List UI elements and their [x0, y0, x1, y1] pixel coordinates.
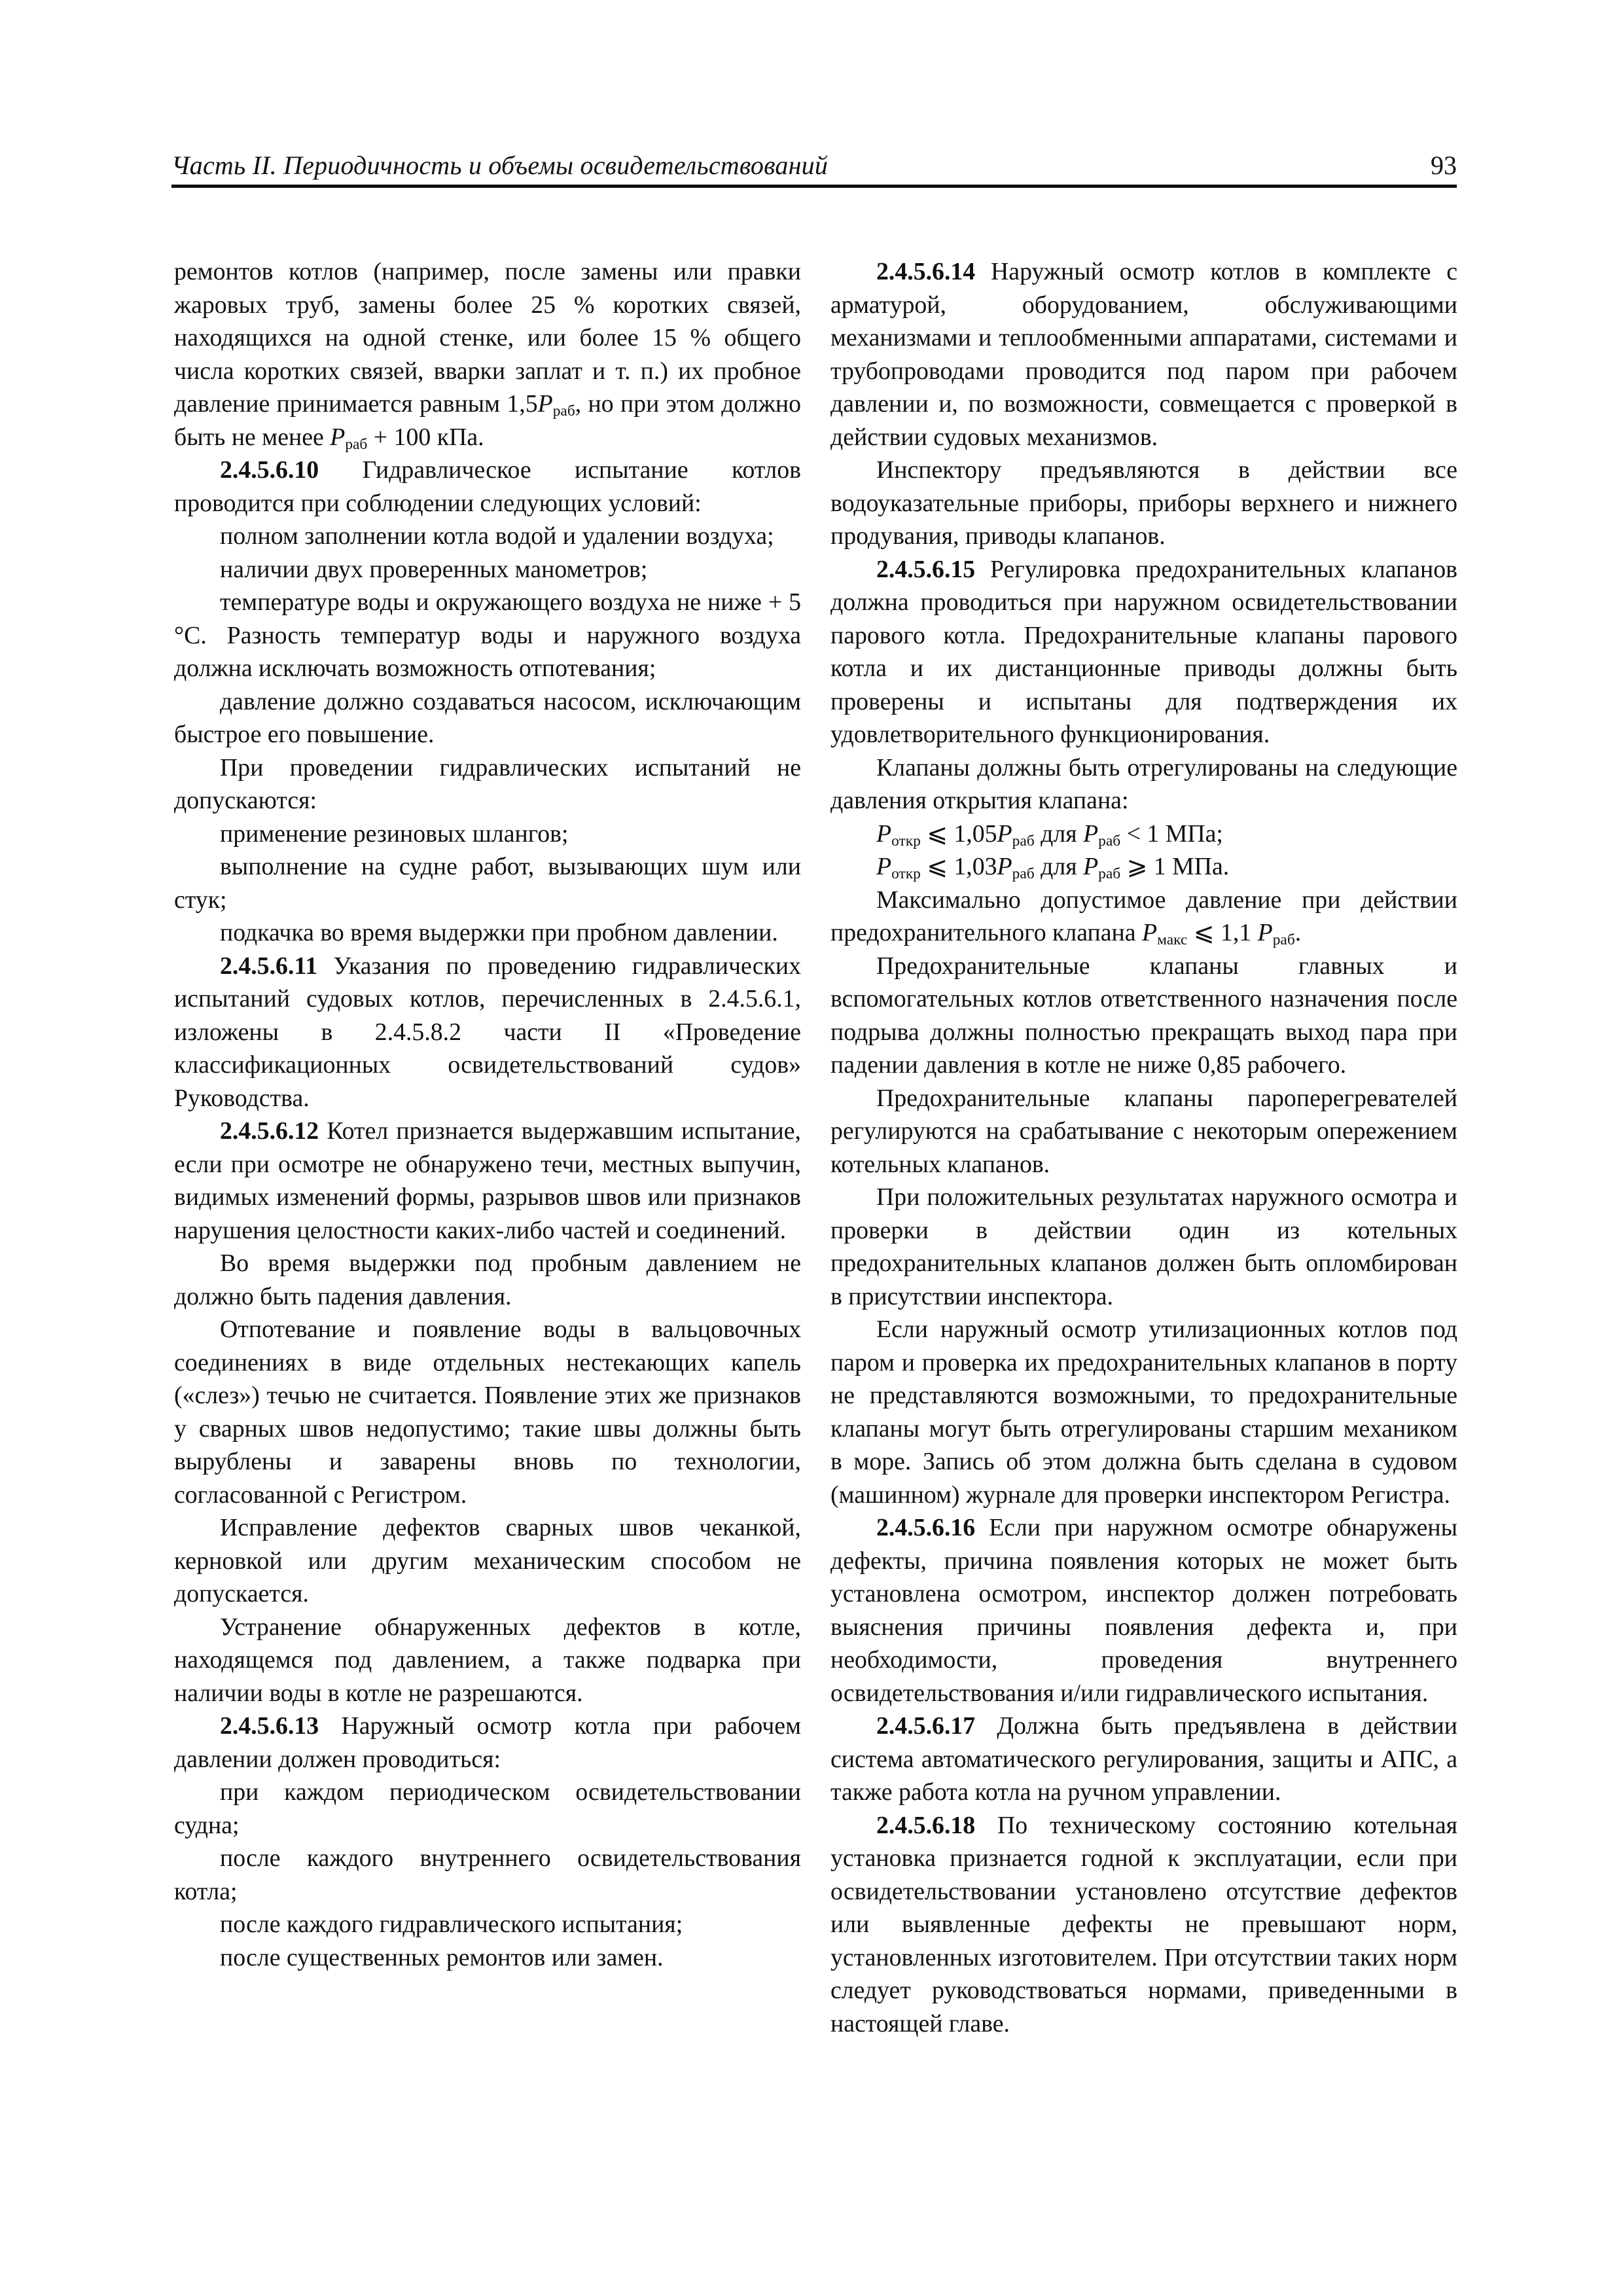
section-2-4-5-6-12: 2.4.5.6.12 Котел признается выдержавшим испытание, если при осмотре не обнаружено течи, местных выпучин, видимых изменений формы, разрывов швов или признаков нарушения целостности каких-либо частей и соединений.: [174, 1117, 801, 1244]
paragraph: При положительных результатах наружного осмотра и проверки в действии один из котельных предохранительных клапанов должен быть опломбирован в присутствии инспектора.: [830, 1183, 1457, 1310]
paragraph: Во время выдержки под пробным давлением не должно быть падения давления.: [174, 1249, 801, 1310]
paragraph: Предохранительные клапаны главных и вспомогательных котлов ответственного назначения после подрыва должны полностью прекращать выход пара при падении давления в котле не ниже 0,85 рабочего.: [830, 952, 1457, 1079]
prohibited-item: выполнение на судне работ, вызывающих шум или стук;: [174, 853, 801, 914]
section-2-4-5-6-15: 2.4.5.6.15 Регулировка предохранительных клапанов должна проводиться при наружном освидетельствовании парового котла. Предохранительные клапаны парового котла и их дистанционные приводы должны быть проверены и испытаны для подтверждения их удовлетворительного функционирования.: [830, 555, 1457, 748]
paragraph: Отпотевание и появление воды в вальцовочных соединениях в виде отдельных нестекающих капель («слез») течью не считается. Появление этих же признаков у сварных швов недопустимо; такие швы должны быть вырублены и заварены вновь по технологии, согласованной с Регистром.: [174, 1316, 801, 1509]
section-number: 2.4.5.6.12: [220, 1117, 319, 1145]
left-column: [174, 255, 801, 1974]
section-2-4-5-6-18: 2.4.5.6.18 По техническому состоянию котельная установка признается годной к эксплуатации, если при освидетельствовании установлено отсутствие дефектов или выявленные дефекты не превышают норм, установленных изготовителем. При отсутствии таких норм следует руководствоваться нормами, приведенными в настоящей главе.: [830, 1811, 1457, 2037]
paragraph: Инспектору предъявляются в действии все водоуказательные приборы, приборы верхнего и нижнего продувания, приводы клапанов.: [830, 456, 1457, 550]
section-number: 2.4.5.6.15: [876, 555, 976, 583]
section-number: 2.4.5.6.18: [876, 1811, 976, 1839]
formula-line-1: $P_{откр}$ ⩽ $1,05P_{раб}$ для $P_{раб} < 1$ МПа;: [876, 819, 1223, 850]
condition-item: наличии двух проверенных манометров;: [220, 555, 648, 583]
section-number: 2.4.5.6.10: [220, 456, 319, 484]
prohibited-item: применение резиновых шлангов;: [220, 819, 569, 848]
inspection-item: при каждом периодическом освидетельствовании судна;: [174, 1778, 801, 1839]
paragraph: Если наружный осмотр утилизационных котлов под паром и проверка их предохранительных клапанов в порту не представляются возможными, то предохранительные клапаны могут быть отрегулированы старшим механиком в море. Запись об этом должна быть сделана в судовом (машинном) журнале для проверки инспектором Регистра.: [830, 1316, 1457, 1509]
section-number: 2.4.5.6.17: [876, 1712, 976, 1740]
right-column: [830, 255, 1457, 2040]
section-number: 2.4.5.6.13: [220, 1712, 319, 1740]
condition-item: давление должно создаваться насосом, исключающим быстрое его повышение.: [174, 687, 801, 748]
paragraph-continuation: ремонтов котлов (например, после замены или правки жаровых труб, замены более 25 % коротких связей, находящихся на одной стенке, или более 15 % общего числа коротких связей, вварки заплат и т. п.) их пробное давление принимается равным $1,5P_{раб}$, но при этом должно быть не менее $P_{раб} + 100$ кПа.: [174, 258, 801, 453]
inspection-item: после каждого гидравлического испытания;: [220, 1910, 683, 1938]
section-2-4-5-6-11: 2.4.5.6.11 Указания по проведению гидравлических испытаний судовых котлов, перечисленных в 2.4.5.6.1, изложены в 2.4.5.8.2 части II «Проведение классификационных освидетельствований судов» Руководства.: [174, 952, 801, 1112]
paragraph: При проведении гидравлических испытаний не допускаются:: [174, 753, 801, 814]
section-2-4-5-6-13: 2.4.5.6.13 Наружный осмотр котла при рабочем давлении должен проводиться:: [174, 1712, 801, 1773]
section-number: 2.4.5.6.16: [876, 1514, 976, 1541]
prohibited-item: подкачка во время выдержки при пробном давлении.: [220, 919, 778, 946]
page-number: 93: [1431, 151, 1457, 180]
page-header: [171, 145, 1457, 188]
condition-item: температуре воды и окружающего воздуха не ниже + 5 °С. Разность температур воды и наружного воздуха должна исключать возможность отпотевания;: [174, 588, 801, 682]
inspection-item: после каждого внутреннего освидетельствования котла;: [174, 1844, 801, 1905]
paragraph: Устранение обнаруженных дефектов в котле, находящемся под давлением, а также подварка при наличии воды в котле не разрешаются.: [174, 1613, 801, 1707]
paragraph: Исправление дефектов сварных швов чеканкой, керновкой или другим механическим способом не допускается.: [174, 1514, 801, 1607]
section-2-4-5-6-10: 2.4.5.6.10 Гидравлическое испытание котлов проводится при соблюдении следующих условий:: [174, 456, 801, 517]
formula-line-2: $P_{откр}$ ⩽ $1,03P_{раб}$ для $P_{раб}$ ⩾ 1 МПа.: [876, 853, 1230, 882]
section-2-4-5-6-16: 2.4.5.6.16 Если при наружном осмотре обнаружены дефекты, причина появления которых не может быть установлена осмотром, инспектор должен потребовать выяснения причины появления дефекта и, при необходимости, проведения внутреннего освидетельствования и/или гидравлического испытания.: [830, 1514, 1457, 1707]
inspection-item: после существенных ремонтов или замен.: [220, 1943, 664, 1971]
running-title: Часть II. Периодичность и объемы освидетельствований: [171, 151, 829, 180]
section-2-4-5-6-17: 2.4.5.6.17 Должна быть предъявлена в действии система автоматического регулирования, защиты и АПС, а также работа котла на ручном управлении.: [830, 1712, 1457, 1806]
section-2-4-5-6-14: 2.4.5.6.14 Наружный осмотр котлов в комплекте с арматурой, оборудованием, обслуживающими механизмами и теплообменными аппаратами, системами и трубопроводами проводится под паром при рабочем давлении и, по возможности, совмещается с проверкой в действии судовых механизмов.: [830, 258, 1457, 451]
section-number: 2.4.5.6.14: [876, 258, 976, 285]
paragraph: Клапаны должны быть отрегулированы на следующие давления открытия клапана:: [830, 753, 1457, 814]
section-number: 2.4.5.6.11: [220, 952, 318, 980]
max-pressure-paragraph: Максимально допустимое давление при действии предохранительного клапана $P_{макс}$ ⩽ 1,1 $P_{раб}$.: [830, 886, 1457, 948]
condition-item: полном заполнении котла водой и удалении воздуха;: [220, 522, 774, 550]
paragraph: Предохранительные клапаны пароперегревателей регулируются на срабатывание с некоторым опережением котельных клапанов.: [830, 1084, 1457, 1178]
